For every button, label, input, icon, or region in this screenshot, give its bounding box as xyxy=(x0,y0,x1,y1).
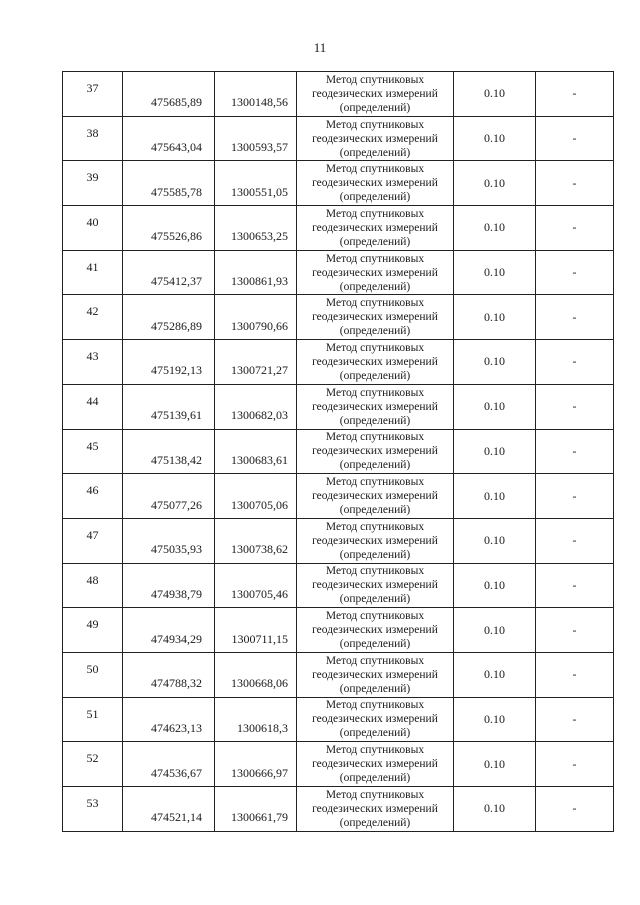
method-cell: Метод спутниковых геодезических измерений (определений) xyxy=(297,429,454,474)
accuracy-cell: 0.10 xyxy=(454,295,536,340)
table-row xyxy=(63,206,614,251)
note-cell: - xyxy=(536,116,614,161)
accuracy-cell: 0.10 xyxy=(454,518,536,563)
method-cell: Метод спутниковых геодезических измерений (определений) xyxy=(297,384,454,429)
x-coordinate-cell: 474536,67 xyxy=(123,742,215,787)
point-number-cell: 41 xyxy=(63,250,123,295)
method-cell: Метод спутниковых геодезических измерений (определений) xyxy=(297,652,454,697)
x-coordinate-cell: 475685,89 xyxy=(123,72,215,117)
method-cell: Метод спутниковых геодезических измерений (определений) xyxy=(297,518,454,563)
note-cell: - xyxy=(536,384,614,429)
method-cell: Метод спутниковых геодезических измерений (определений) xyxy=(297,340,454,385)
note-cell: - xyxy=(536,697,614,742)
method-cell: Метод спутниковых геодезических измерений (определений) xyxy=(297,72,454,117)
y-coordinate-cell: 1300721,27 xyxy=(215,340,297,385)
accuracy-cell: 0.10 xyxy=(454,250,536,295)
accuracy-cell: 0.10 xyxy=(454,652,536,697)
accuracy-cell: 0.10 xyxy=(454,742,536,787)
y-coordinate-cell: 1300593,57 xyxy=(215,116,297,161)
x-coordinate-cell: 475138,42 xyxy=(123,429,215,474)
point-number-cell: 53 xyxy=(63,787,123,832)
point-number-cell: 50 xyxy=(63,652,123,697)
y-coordinate-cell: 1300682,03 xyxy=(215,384,297,429)
y-coordinate-cell: 1300653,25 xyxy=(215,206,297,251)
table-row xyxy=(63,72,614,117)
accuracy-cell: 0.10 xyxy=(454,161,536,206)
y-coordinate-cell: 1300790,66 xyxy=(215,295,297,340)
point-number-cell: 37 xyxy=(63,72,123,117)
method-cell: Метод спутниковых геодезических измерений (определений) xyxy=(297,787,454,832)
y-coordinate-cell: 1300705,06 xyxy=(215,474,297,519)
accuracy-cell: 0.10 xyxy=(454,563,536,608)
point-number-cell: 45 xyxy=(63,429,123,474)
note-cell: - xyxy=(536,161,614,206)
table-row xyxy=(63,697,614,742)
x-coordinate-cell: 475192,13 xyxy=(123,340,215,385)
table-row xyxy=(63,652,614,697)
table-row xyxy=(63,384,614,429)
point-number-cell: 40 xyxy=(63,206,123,251)
y-coordinate-cell: 1300683,61 xyxy=(215,429,297,474)
method-cell: Метод спутниковых геодезических измерений (определений) xyxy=(297,697,454,742)
point-number-cell: 42 xyxy=(63,295,123,340)
point-number-cell: 46 xyxy=(63,474,123,519)
y-coordinate-cell: 1300711,15 xyxy=(215,608,297,653)
y-coordinate-cell: 1300705,46 xyxy=(215,563,297,608)
x-coordinate-cell: 474934,29 xyxy=(123,608,215,653)
table-row xyxy=(63,340,614,385)
accuracy-cell: 0.10 xyxy=(454,72,536,117)
x-coordinate-cell: 475643,04 xyxy=(123,116,215,161)
point-number-cell: 39 xyxy=(63,161,123,206)
table-row xyxy=(63,787,614,832)
table-row xyxy=(63,518,614,563)
accuracy-cell: 0.10 xyxy=(454,384,536,429)
page-number: 11 xyxy=(313,40,327,55)
x-coordinate-cell: 474521,14 xyxy=(123,787,215,832)
y-coordinate-cell: 1300661,79 xyxy=(215,787,297,832)
accuracy-cell: 0.10 xyxy=(454,429,536,474)
accuracy-cell: 0.10 xyxy=(454,697,536,742)
y-coordinate-cell: 1300148,56 xyxy=(215,72,297,117)
accuracy-cell: 0.10 xyxy=(454,608,536,653)
note-cell: - xyxy=(536,787,614,832)
point-number-cell: 43 xyxy=(63,340,123,385)
method-cell: Метод спутниковых геодезических измерений (определений) xyxy=(297,608,454,653)
y-coordinate-cell: 1300738,62 xyxy=(215,518,297,563)
x-coordinate-cell: 475139,61 xyxy=(123,384,215,429)
x-coordinate-cell: 475077,26 xyxy=(123,474,215,519)
x-coordinate-cell: 475526,86 xyxy=(123,206,215,251)
method-cell: Метод спутниковых геодезических измерений (определений) xyxy=(297,161,454,206)
table-row xyxy=(63,742,614,787)
accuracy-cell: 0.10 xyxy=(454,116,536,161)
point-number-cell: 48 xyxy=(63,563,123,608)
table-body xyxy=(63,72,614,832)
note-cell: - xyxy=(536,72,614,117)
coordinates-table xyxy=(62,71,614,832)
accuracy-cell: 0.10 xyxy=(454,474,536,519)
x-coordinate-cell: 474623,13 xyxy=(123,697,215,742)
point-number-cell: 52 xyxy=(63,742,123,787)
y-coordinate-cell: 1300551,05 xyxy=(215,161,297,206)
note-cell: - xyxy=(536,563,614,608)
x-coordinate-cell: 475412,37 xyxy=(123,250,215,295)
note-cell: - xyxy=(536,429,614,474)
x-coordinate-cell: 474938,79 xyxy=(123,563,215,608)
note-cell: - xyxy=(536,340,614,385)
table-row xyxy=(63,563,614,608)
note-cell: - xyxy=(536,206,614,251)
method-cell: Метод спутниковых геодезических измерений (определений) xyxy=(297,295,454,340)
note-cell: - xyxy=(536,250,614,295)
accuracy-cell: 0.10 xyxy=(454,206,536,251)
point-number-cell: 44 xyxy=(63,384,123,429)
note-cell: - xyxy=(536,295,614,340)
accuracy-cell: 0.10 xyxy=(454,787,536,832)
note-cell: - xyxy=(536,608,614,653)
accuracy-cell: 0.10 xyxy=(454,340,536,385)
y-coordinate-cell: 1300668,06 xyxy=(215,652,297,697)
point-number-cell: 47 xyxy=(63,518,123,563)
y-coordinate-cell: 1300666,97 xyxy=(215,742,297,787)
method-cell: Метод спутниковых геодезических измерений (определений) xyxy=(297,474,454,519)
x-coordinate-cell: 475035,93 xyxy=(123,518,215,563)
y-coordinate-cell: 1300861,93 xyxy=(215,250,297,295)
method-cell: Метод спутниковых геодезических измерений (определений) xyxy=(297,742,454,787)
method-cell: Метод спутниковых геодезических измерений (определений) xyxy=(297,563,454,608)
method-cell: Метод спутниковых геодезических измерений (определений) xyxy=(297,206,454,251)
table-row xyxy=(63,295,614,340)
x-coordinate-cell: 475286,89 xyxy=(123,295,215,340)
point-number-cell: 49 xyxy=(63,608,123,653)
table-row xyxy=(63,429,614,474)
note-cell: - xyxy=(536,518,614,563)
table-row xyxy=(63,608,614,653)
point-number-cell: 51 xyxy=(63,697,123,742)
point-number-cell: 38 xyxy=(63,116,123,161)
x-coordinate-cell: 474788,32 xyxy=(123,652,215,697)
table-row xyxy=(63,250,614,295)
note-cell: - xyxy=(536,742,614,787)
y-coordinate-cell: 1300618,3 xyxy=(215,697,297,742)
x-coordinate-cell: 475585,78 xyxy=(123,161,215,206)
table-row xyxy=(63,161,614,206)
method-cell: Метод спутниковых геодезических измерений (определений) xyxy=(297,250,454,295)
table-row xyxy=(63,116,614,161)
method-cell: Метод спутниковых геодезических измерений (определений) xyxy=(297,116,454,161)
table-row xyxy=(63,474,614,519)
note-cell: - xyxy=(536,652,614,697)
note-cell: - xyxy=(536,474,614,519)
